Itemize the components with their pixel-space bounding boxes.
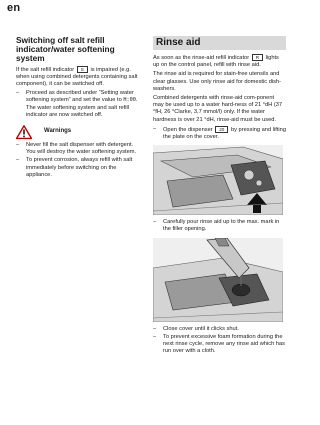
rinse-step-1-text-2: by pressing and lifting the plate on the cover. [163,126,286,141]
warnings-header [16,125,139,139]
rinse-step-1 [153,126,286,141]
rinse-step-3 [153,326,286,333]
right-column [153,36,286,356]
salt-intro-text: If the salt refill indicator [16,66,75,73]
salt-step-1-end: . [135,97,138,104]
bullet-dash: – [16,142,20,149]
warnings-title: Warnings [44,128,72,135]
hardness-value: H:00 [123,97,136,104]
warning-text: To prevent corrosion, always refill with salt immediately before switching on the appliance. [26,157,133,178]
bullet-dash: – [16,90,20,97]
salt-step-1-note: The water softening system and salt refill indicator are now switched off. [26,104,130,118]
rinse-step-4-text: To prevent excessive foam formation during the next rinse cycle, remove any rinse aid which has run over with a cloth. [163,333,286,355]
warning-text: Never fill the salt dispenser with detergent. You will destroy the water softening system. [26,142,137,156]
salt-indicator-heading: Switching off salt refill indicator/water softening system [16,35,115,64]
rinse-p1-text: As soon as the rinse-aid refill indicator [153,55,250,61]
warning-triangle-icon [16,125,32,139]
pour-illustration [153,238,283,322]
salt-intro-paragraph [16,66,139,89]
left-column [16,36,139,180]
dispenser-illustration [153,145,283,215]
rinse-p1-text-2: lights up on the control panel, refill with rinse aid. [153,55,279,69]
salt-step-1 [16,90,139,119]
rinse-step-4 [153,334,286,356]
bullet-dash: – [153,325,157,332]
rinse-aid-heading: Rinse aid [153,36,286,50]
rinse-p2: The rinse aid is required for stain-free utensils and clear glasses. Use only rinse aid for domestic dish-washers. [153,71,282,92]
warning-item [16,142,139,156]
rinse-step-2 [153,219,286,233]
bullet-dash: – [153,219,157,226]
salt-intro-text-2: is impaired (e.g. when using combined detergents containing salt component), it can be switched off. [16,66,138,88]
salt-step-1-text: Proceed as described under “Setting water softening system” and set the value to [26,90,134,104]
warning-item [16,157,139,179]
language-tab: en [7,2,21,14]
bullet-dash: – [153,333,157,340]
rinse-step-2-text: Carefully pour rinse aid up to the max. mark in the filler opening. [163,219,280,233]
rinse-indicator-key-icon: R [252,54,263,61]
bullet-dash: – [153,125,157,132]
rinse-step-3-text: Close cover until it clicks shut. [163,325,239,332]
salt-indicator-key-icon: S [77,66,88,73]
rinse-p3: Combined detergents with rinse-aid com-ponent may be used up to a water hard-ness of 21 °dH (37 °fH, 26 °Clarke, 3,7 mmol/l) only. If the water hardness is over 21 °dH, rinse-aid must be used. [153,95,283,123]
bullet-dash: – [16,157,20,164]
dispenser-key-icon: 20 [215,126,228,133]
rinse-p1 [153,54,286,69]
rinse-step-1-text: Open the dispenser [163,126,213,133]
